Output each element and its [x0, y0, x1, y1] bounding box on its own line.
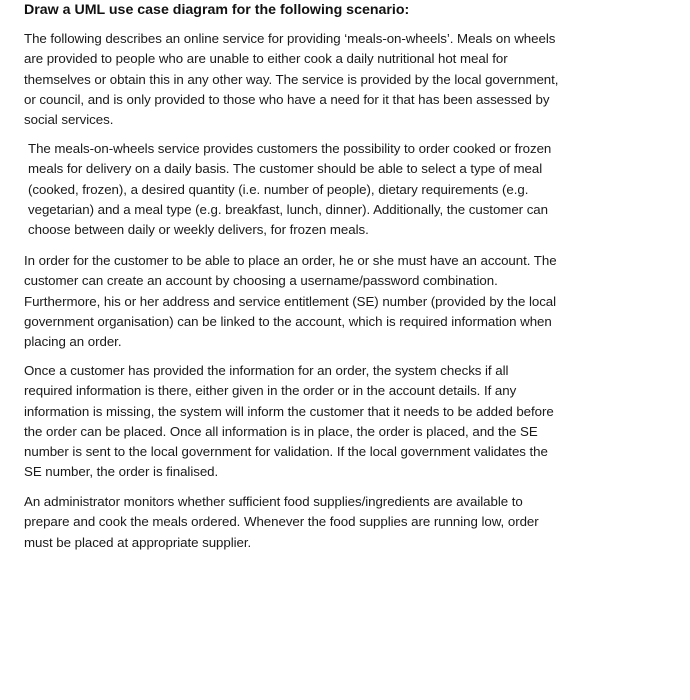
- text-line: or council, and is only provided to those who have a need for it that has been assessed by: [24, 91, 550, 107]
- text-line: social services.: [24, 112, 114, 128]
- text-line: Once a customer has provided the information for an order, the system checks if all: [24, 363, 509, 378]
- text-line: number is sent to the local government for validation. If the local government validates the: [24, 444, 548, 460]
- paragraph-service-description: [24, 29, 558, 130]
- text-line: placing an order.: [24, 334, 122, 350]
- paragraph-order-validation: [24, 361, 554, 483]
- text-line: prepare and cook the meals ordered. Whenever the food supplies are running low, order: [24, 514, 539, 530]
- document-heading: Draw a UML use case diagram for the following scenario:: [24, 2, 410, 18]
- paragraph-ordering-options: [28, 139, 551, 240]
- paragraph-account-requirements: [24, 251, 557, 352]
- text-line: An administrator monitors whether sufficient food supplies/ingredients are available to: [24, 494, 523, 509]
- text-line: choose between daily or weekly delivers, for frozen meals.: [28, 222, 369, 238]
- text-line: information is missing, the system will inform the customer that it needs to be added before: [24, 403, 554, 419]
- paragraph-administrator-supplies: [24, 492, 539, 553]
- text-line: customer can create an account by choosing a username/password combination.: [24, 273, 498, 289]
- text-line: themselves or obtain this in any other way. The service is provided by the local government,: [24, 71, 559, 87]
- text-line: required information is there, either given in the order or in the account details. If any: [24, 383, 517, 399]
- text-line: vegetarian) and a meal type (e.g. breakfast, lunch, dinner). Additionally, the customer can: [28, 201, 548, 217]
- text-line: must be placed at appropriate supplier.: [24, 534, 252, 550]
- text-line: SE number, the order is finalised.: [24, 464, 219, 480]
- document-page: [24, 0, 614, 550]
- text-line: government organisation) can be linked to the account, which is required information when: [24, 313, 552, 329]
- text-line: Furthermore, his or her address and service entitlement (SE) number (provided by the local: [24, 293, 557, 309]
- text-line: (cooked, frozen), a desired quantity (i.e. number of people), dietary requirements (e.g.: [28, 181, 529, 197]
- text-line: The following describes an online service for providing ‘meals-on-wheels’. Meals on wheels: [24, 31, 556, 46]
- text-line: the order can be placed. Once all information is in place, the order is placed, and the SE: [24, 423, 538, 439]
- text-line: are provided to people who are unable to either cook a daily nutritional hot meal for: [24, 51, 508, 67]
- text-line: The meals-on-wheels service provides customers the possibility to order cooked or frozen: [28, 141, 552, 156]
- text-line: meals for delivery on a daily basis. The customer should be able to select a type of meal: [28, 161, 543, 177]
- text-line: In order for the customer to be able to place an order, he or she must have an account. The: [24, 253, 557, 268]
